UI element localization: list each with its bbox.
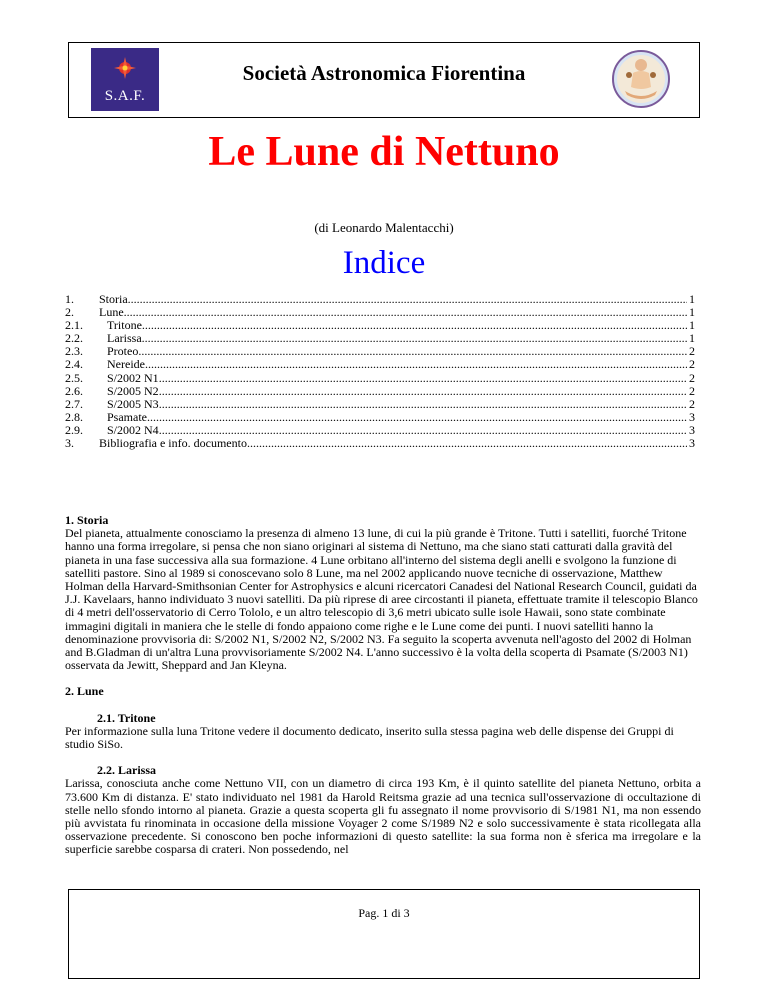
- toc-leader: [145, 358, 687, 371]
- toc-leader: [124, 306, 687, 319]
- toc-entry[interactable]: [65, 358, 695, 371]
- meditating-figure-logo-icon: [611, 49, 671, 111]
- toc-leader: [142, 332, 687, 345]
- toc-number: 2.: [65, 305, 74, 320]
- toc-page: 2: [689, 357, 695, 372]
- toc-entry[interactable]: [65, 293, 695, 306]
- toc-number: 2.4.: [65, 357, 83, 372]
- society-name: Società Astronomica Fiorentina: [242, 61, 526, 85]
- toc-title: S/2002 N4: [107, 422, 159, 437]
- toc-page: 3: [689, 409, 695, 424]
- toc-entry[interactable]: [65, 372, 695, 385]
- toc-page: 1: [689, 305, 695, 320]
- larissa-paragraph: Larissa, conosciuta anche come Nettuno VII, con un diametro di circa 193 Km, è il quinto satellite del pianeta Nettuno, orbita a 73.600 Km di distanza. E' stato individuato nel 1981 da Harold Reitsma grazie ad una tecnica sull'osservazione di occultazione di stelle nello sfondo intorno al pianeta. Grazie a questa scoperta gli fu assegnato il nome provvisorio di S/1981 N1, ma non essendo più avvistata fu rinominata in occasione della missione Voyager 2 come S/1989 N2 e solo successivamente è stata ricollegata alla osservazione precedente. Si conoscono ben poche informazioni di questo satellite: la sua forma non è sferica ma irregolare e la superficie sarebbe cosparsa di crateri. Non possedendo, nel: [65, 776, 701, 857]
- toc-leader: [138, 345, 687, 358]
- toc-page: 1: [689, 331, 695, 346]
- toc-leader: [142, 319, 687, 332]
- toc-page: 3: [689, 436, 695, 451]
- toc-number: 2.5.: [65, 370, 83, 385]
- toc-page: 3: [689, 422, 695, 437]
- page-number: Pag. 1 di 3: [358, 906, 410, 920]
- tritone-paragraph: Per informazione sulla luna Tritone vedere il documento dedicato, inserito sulla stessa pagina web delle dispense dei Gruppi di studio SiSo.: [65, 723, 674, 752]
- toc-leader: [128, 293, 687, 306]
- toc-title: Tritone: [107, 318, 142, 333]
- toc-number: 2.8.: [65, 409, 83, 424]
- toc-number: 2.6.: [65, 383, 83, 398]
- toc-entry[interactable]: [65, 332, 695, 345]
- toc-title: Lune: [99, 305, 124, 320]
- toc-title: Larissa: [107, 331, 142, 346]
- toc-leader: [159, 372, 687, 385]
- toc-page: 1: [689, 318, 695, 333]
- toc-title: Proteo: [107, 344, 139, 359]
- toc-leader: [147, 411, 687, 424]
- toc-leader: [247, 437, 687, 450]
- toc-leader: [159, 398, 687, 411]
- toc-entry[interactable]: [65, 345, 695, 358]
- toc-leader: [159, 385, 687, 398]
- toc-title: Storia: [99, 292, 128, 306]
- toc-entry[interactable]: [65, 437, 695, 450]
- toc-number: 2.2.: [65, 331, 83, 346]
- storia-paragraph: Del pianeta, attualmente conosciamo la presenza di almeno 13 lune, di cui la più grande è Tritone. Tutti i satelliti, fuorché Tritone hanno una forma irregolare, si pensa che non siano originari al sistema di Nettuno, ma che siano stati catturati dalla gravità del pianeta in una fase successiva alla sua formazione. 4 Lune orbitano all'interno del sistema degli anelli e svolgono la funzione di satelliti pastore. Sino al 1989 si conoscevano solo 8 Lune, ma nel 2002 applicando nuove tecniche di osservazione, Matthew Holman della Harvard-Smithsonian Center for Astrophysics e alcuni ricercatori Canadesi del National Research Council, guidati da J.J. Kavelaars, hanno individuato 3 nuovi satelliti. Da più riprese di aree circostanti il pianeta, effettuate tramite il telescopio Blanco di 4 metri dell'osservatorio di Cerro Tololo, e un altro telescopio di 3,6 metri ubicato sulle isole Hawaii, sono state combinate immagini digitali in maniera che le stelle di fondo appaiono come righe e le Lune come dei punti. I nuovi satelliti hanno la denominazione provvisoria di: S/2002 N1, S/2002 N2, S/2002 N3. Fa seguito la scoperta avvenuta nell'agosto del 2002 di Holman and B.Gladman di un'altra Luna provvisoriamente S/2002 N4. L'anno successivo è la volta della scoperta di Psamate (S/2003 N1) osservata da Jewitt, Sheppard and Jan Kleyna.: [65, 526, 698, 673]
- header-box: [68, 42, 700, 118]
- toc-entry[interactable]: [65, 385, 695, 398]
- toc-entry[interactable]: [65, 398, 695, 411]
- table-of-contents: [65, 293, 695, 450]
- toc-number: 2.1.: [65, 318, 83, 333]
- toc-title: S/2002 N1: [107, 370, 159, 385]
- footer-box: [68, 889, 700, 979]
- section-heading-larissa: 2.2. Larissa: [97, 763, 157, 778]
- toc-title: Nereide: [107, 357, 145, 372]
- toc-number: 2.7.: [65, 396, 83, 411]
- page-title: Le Lune di Nettuno: [208, 129, 560, 175]
- toc-page: 2: [689, 396, 695, 411]
- section-heading-tritone: 2.1. Tritone: [97, 710, 156, 725]
- toc-page: 1: [689, 292, 695, 306]
- toc-number: 2.3.: [65, 344, 83, 359]
- toc-entry[interactable]: [65, 411, 695, 424]
- section-heading-lune: 2. Lune: [65, 684, 104, 699]
- saf-logo-text: S.A.F.: [104, 88, 146, 104]
- toc-entry[interactable]: [65, 319, 695, 332]
- toc-page: 2: [689, 383, 695, 398]
- section-heading-storia: 1. Storia: [65, 513, 109, 527]
- toc-entry[interactable]: [65, 306, 695, 319]
- toc-number: 3.: [65, 436, 74, 451]
- toc-title: Psamate: [107, 409, 147, 424]
- toc-number: 1.: [65, 292, 74, 306]
- toc-number: 2.9.: [65, 422, 83, 437]
- author-line: (di Leonardo Malentacchi): [314, 220, 454, 235]
- index-heading: Indice: [342, 245, 426, 281]
- toc-title: S/2005 N2: [107, 383, 159, 398]
- document-body: [65, 514, 701, 857]
- toc-title: Bibliografia e info. documento: [99, 436, 247, 451]
- toc-page: 2: [689, 370, 695, 385]
- toc-page: 2: [689, 344, 695, 359]
- toc-title: S/2005 N3: [107, 396, 159, 411]
